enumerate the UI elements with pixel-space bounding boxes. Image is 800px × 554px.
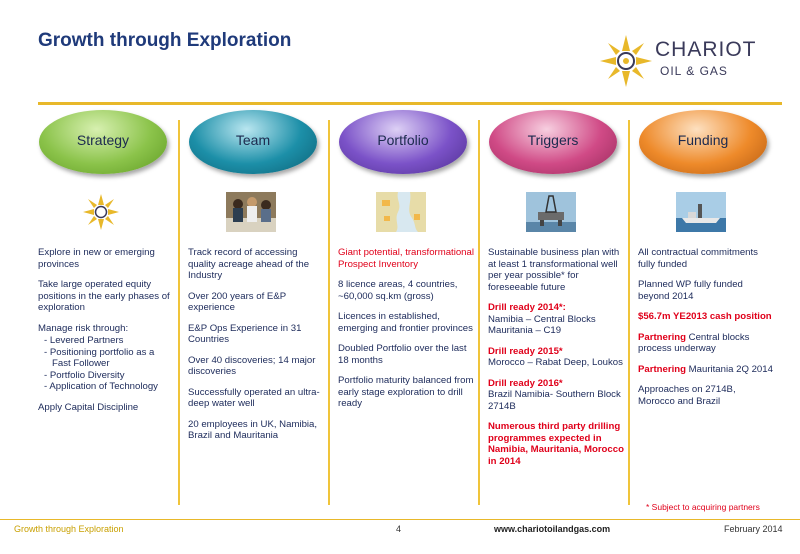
highlight-text: $56.7m YE2013 cash position [638,311,772,322]
header-divider [38,102,782,105]
list-item: Doubled Portfolio over the last 18 months [338,343,467,366]
strategy-label: Strategy [76,132,130,148]
column-portfolio [334,110,474,510]
page-title: Growth through Exploration [38,30,292,51]
logo-name: CHARIOT [655,38,757,61]
list-item: Take large operated equity positions in the early phases of exploration [38,279,170,313]
sunburst-logo-icon [76,192,126,232]
list-item: Morocco – Rabat Deep, Loukos [488,357,623,368]
list-item: Namibia – Central Blocks Mauritania – C19 [488,313,596,336]
list-item: Central blocks process underway [638,331,750,354]
list-item: Over 40 discoveries; 14 major discoveries [188,354,316,377]
list-item: Approaches on 2714B, Morocco and Brazil [638,384,736,407]
column-funding [634,110,774,510]
team-pill [189,110,317,174]
list-item: All contractual commitments fully funded [638,247,758,270]
bullet-item: - Portfolio Diversity [44,369,125,381]
sunburst-logo-icon [600,32,652,90]
column-team [184,110,324,510]
strategy-text [38,247,174,422]
footer-title: Growth through Exploration [14,524,124,534]
partnering-label: Partnering [638,331,686,343]
drill-ready-2016: Drill ready 2016* [488,377,563,389]
partnering-label: Partnering [638,363,686,375]
highlight-text: Giant potential, transformational Prospect Inventory [338,247,474,270]
footer-url[interactable]: www.chariotoilandgas.com [494,524,611,534]
footnote: * Subject to acquiring partners [646,502,760,512]
list-item: Planned WP fully funded beyond 2014 [638,279,743,302]
map-icon [376,192,426,232]
bullet-item: - Positioning portfolio as a Fast Follower [44,346,155,369]
team-label: Team [235,132,271,148]
list-item: Brazil Namibia- Southern Block 2714B [488,389,621,412]
portfolio-label: Portfolio [377,132,429,148]
column-divider [178,120,180,505]
list-item: Apply Capital Discipline [38,401,139,413]
list-item: 20 employees in UK, Namibia, Brazil and Mauritania [188,418,318,441]
highlight-text: Numerous third party drilling programmes expected in Namibia, Mauritania, Morocco in 2014 [488,421,624,467]
drill-ready-2015: Drill ready 2015* [488,345,563,357]
page-number: 4 [396,524,402,534]
team-text [188,247,324,451]
funding-text [638,247,774,416]
portfolio-pill [339,110,467,174]
list-item: Track record of accessing quality acreage ahead of the Industry [188,247,310,281]
column-divider [328,120,330,505]
drill-ready-2014: Drill ready 2014*: [488,302,566,313]
list-item: Portfolio maturity balanced from early stage exploration to drill ready [338,375,474,409]
bullet-item: - Application of Technology [44,381,158,392]
footer-date: February 2014 [724,524,783,534]
column-divider [628,120,630,505]
funding-pill [639,110,767,174]
bullet-item: - Levered Partners [44,335,124,346]
list-item: Licences in established, emerging and frontier provinces [338,311,473,334]
list-item: 8 licence areas, 4 countries, ~60,000 sq.km (gross) [338,279,458,302]
list-item: E&P Ops Experience in 31 Countries [188,322,302,345]
list-item: Manage risk through: [38,322,129,334]
triggers-pill [489,110,617,174]
list-item: Mauritania 2Q 2014 [685,363,773,375]
funding-label: Funding [677,132,729,148]
list-item: Over 200 years of E&P experience [188,290,286,313]
list-item: Explore in new or emerging provinces [38,247,155,270]
footer-divider [0,519,800,520]
drilling-rig-icon [526,192,576,232]
strategy-pill [39,110,167,174]
column-triggers [484,110,624,510]
column-divider [478,120,480,505]
company-logo [600,30,790,92]
logo-subtitle: OIL & GAS [660,64,728,78]
list-item: Sustainable business plan with at least 1 transformational well per year possible* for foreseeable future [488,247,620,293]
team-photo-icon [226,192,276,232]
column-strategy [34,110,174,510]
list-item: Successfully operated an ultra- deep water well [188,386,320,409]
portfolio-text [338,247,474,419]
triggers-text [488,247,624,476]
drillship-icon [676,192,726,232]
triggers-label: Triggers [527,132,579,148]
